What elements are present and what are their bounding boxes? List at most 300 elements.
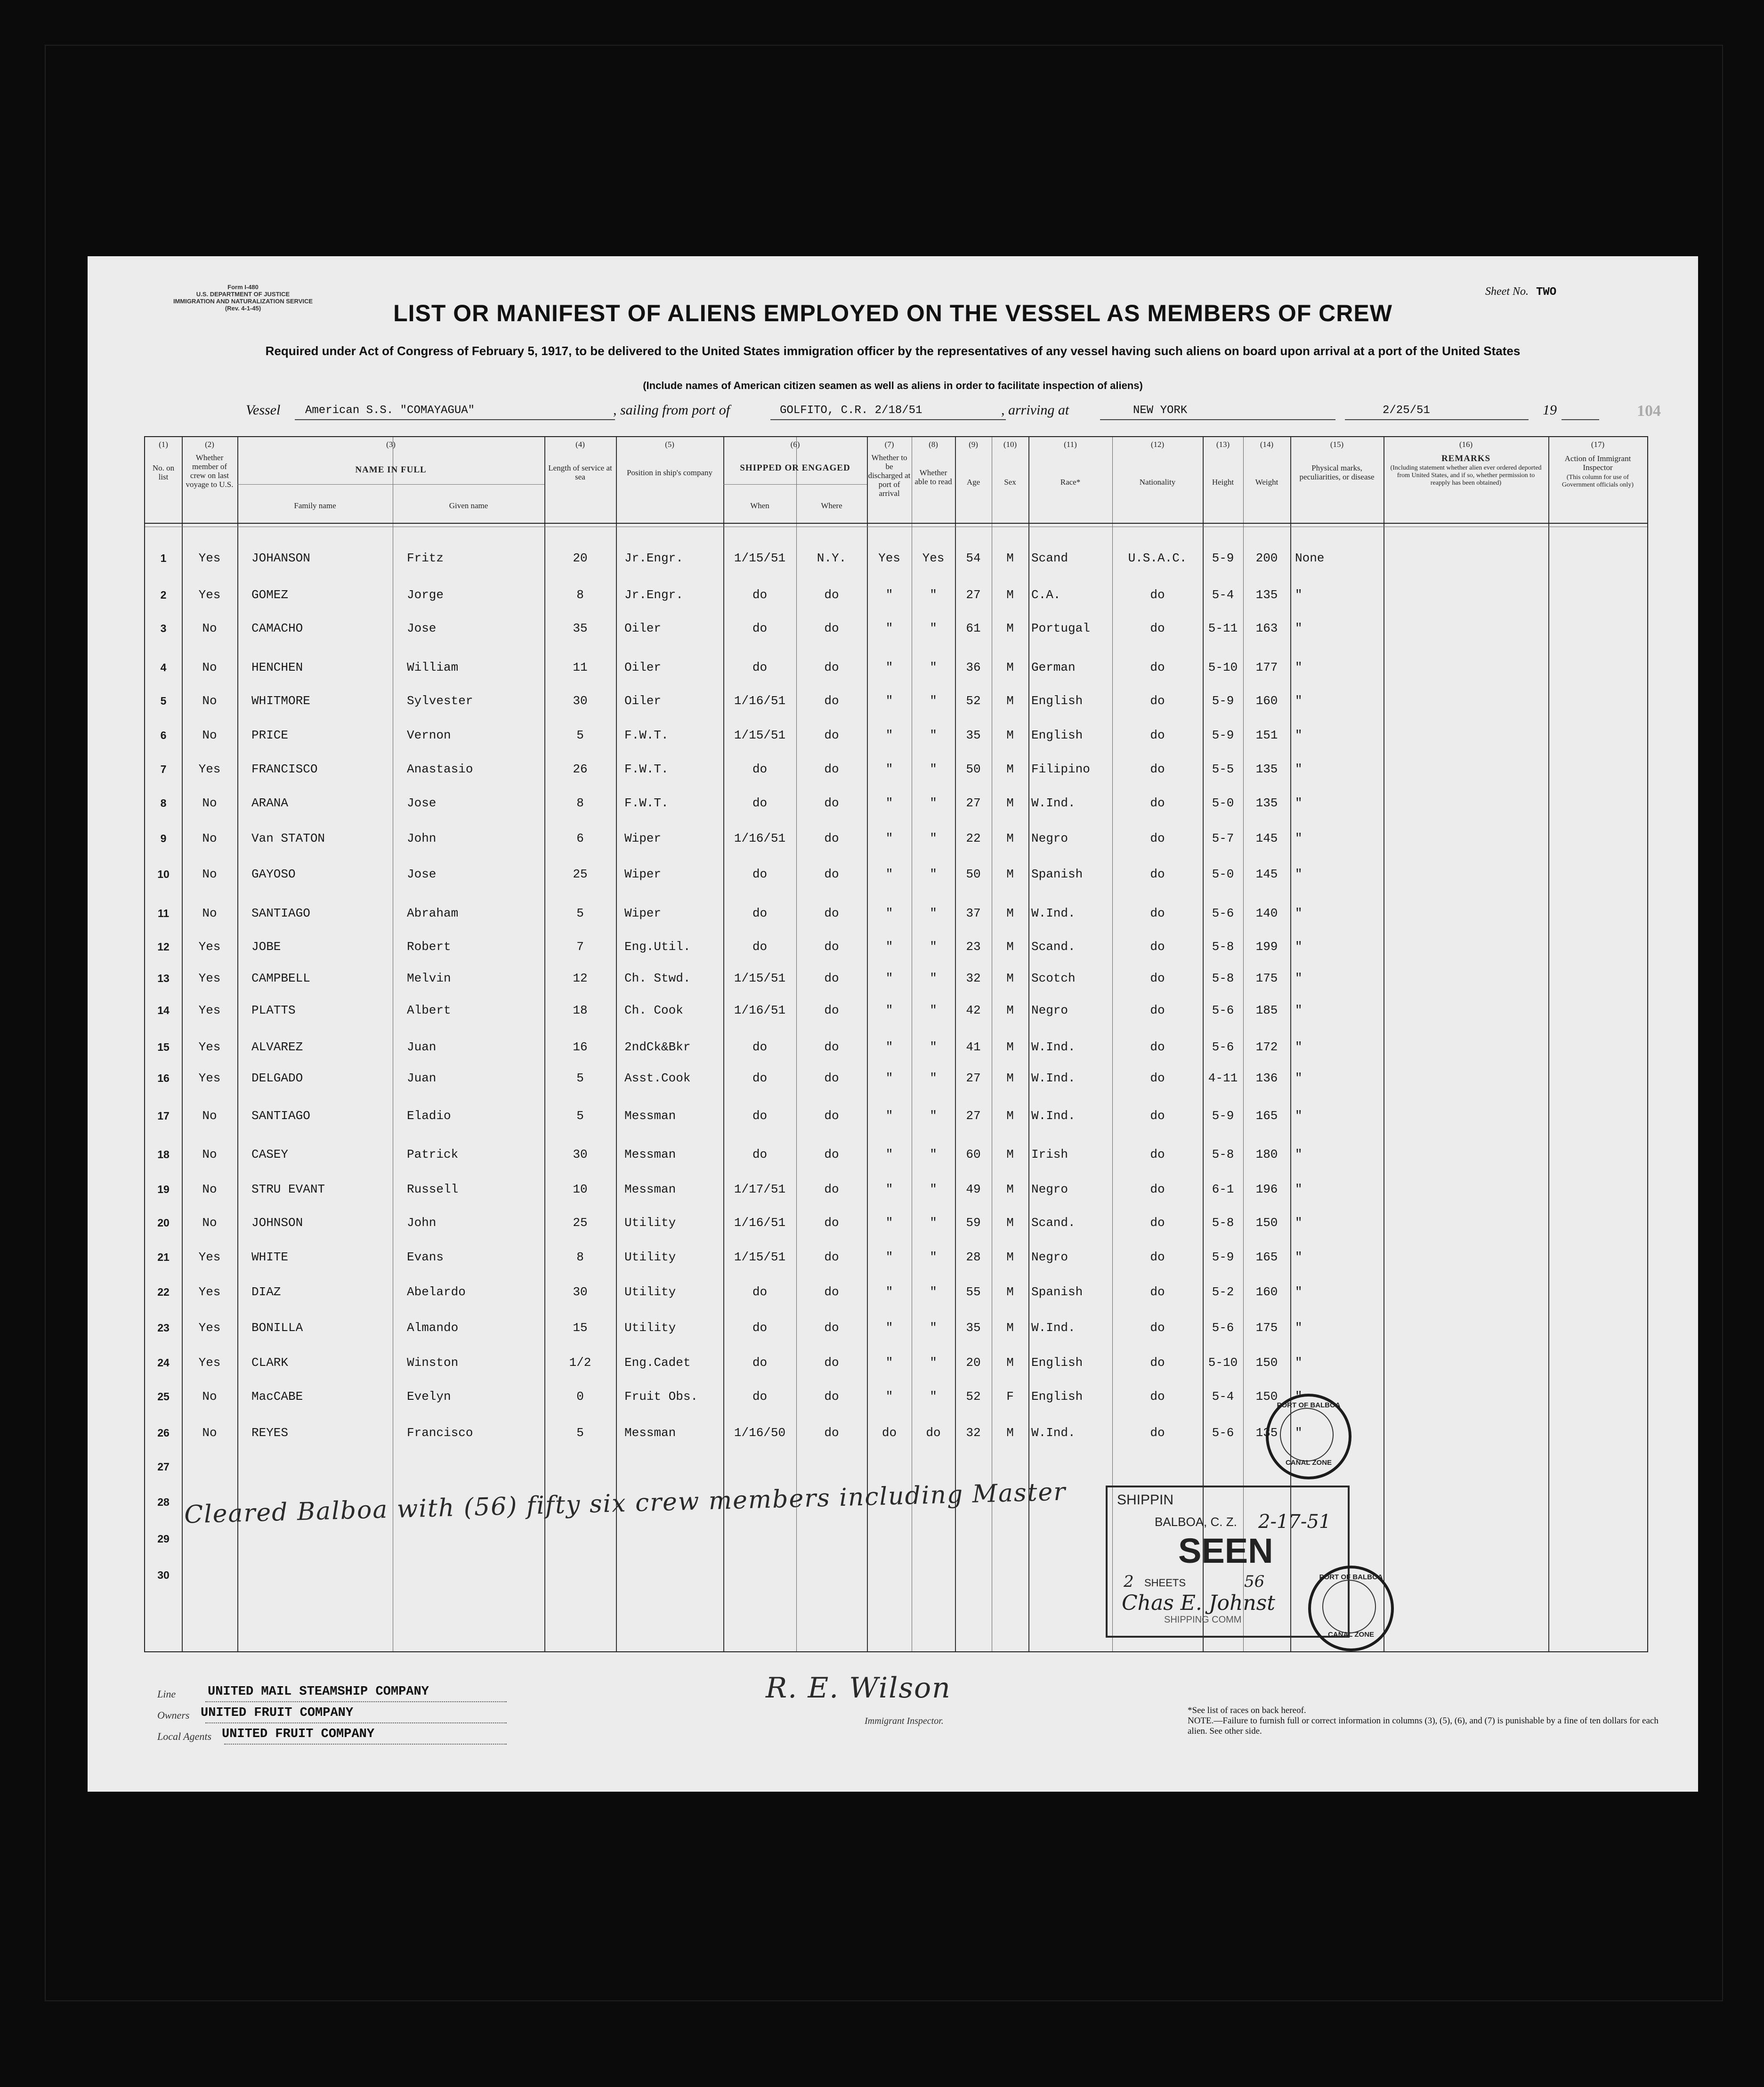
- cell-where: do: [824, 1250, 839, 1264]
- cell-nationality: do: [1150, 1285, 1165, 1299]
- table-row: [145, 867, 1647, 882]
- arriving-label: , arriving at: [1001, 402, 1069, 418]
- cell-given: Anastasio: [407, 762, 473, 776]
- table-row: [145, 1040, 1647, 1055]
- cell-nationality: do: [1150, 1426, 1165, 1440]
- cell-read: ": [930, 588, 937, 602]
- sheet-label: Sheet No.: [1485, 285, 1529, 298]
- footnote: [1188, 1705, 1659, 1737]
- cell-discharged: ": [885, 660, 893, 674]
- cell-weight: 199: [1255, 940, 1278, 954]
- cell-height: 5-10: [1208, 1356, 1238, 1370]
- cell-race: Scand.: [1031, 940, 1076, 954]
- cell-when: do: [752, 1321, 768, 1335]
- cell-position: Eng.Util.: [624, 940, 691, 954]
- cell-read: ": [930, 1250, 937, 1264]
- table-row: [145, 796, 1647, 811]
- cell-length: 5: [576, 1426, 584, 1440]
- cell-when: 1/16/51: [734, 1216, 786, 1230]
- arrival-date: 2/25/51: [1383, 404, 1430, 417]
- cell-read: ": [930, 796, 937, 810]
- page-number: 104: [1637, 402, 1661, 420]
- cell-age: 54: [966, 551, 981, 565]
- header-where: Where: [821, 501, 842, 510]
- cell-when: do: [752, 1285, 768, 1299]
- cell-race: C.A.: [1031, 588, 1061, 602]
- cell-position: Messman: [624, 1182, 676, 1196]
- cell-height: 5-9: [1212, 694, 1234, 708]
- cell-height: 5-6: [1212, 906, 1234, 920]
- cell-read: ": [930, 1109, 937, 1123]
- vessel-label: Vessel: [246, 402, 281, 418]
- cell-race: Scand: [1031, 551, 1068, 565]
- header-marks: Physical marks, peculiarities, or disease: [1299, 463, 1375, 481]
- cell-race: W.Ind.: [1031, 1426, 1076, 1440]
- cell-where: do: [824, 867, 839, 881]
- cell-read: ": [930, 867, 937, 881]
- cell-discharged: ": [885, 1321, 893, 1335]
- note-label: NOTE.: [1188, 1716, 1214, 1726]
- cell-age: 36: [966, 660, 981, 674]
- header-bottom-rule: [145, 523, 1647, 524]
- stamp-footer: SHIPPING COMM: [1164, 1615, 1242, 1625]
- cell-height: 5-0: [1212, 796, 1234, 810]
- cell-nationality: do: [1150, 1147, 1165, 1161]
- cell-nationality: do: [1150, 971, 1165, 985]
- header-when: When: [750, 501, 769, 510]
- cell-sex: M: [1006, 867, 1014, 881]
- row-number: 12: [157, 941, 170, 953]
- cell-height: 5-4: [1212, 588, 1234, 602]
- cell-age: 35: [966, 728, 981, 742]
- header-sex: Sex: [1004, 478, 1016, 487]
- cell-weight: 180: [1255, 1147, 1278, 1161]
- column-number: (14): [1260, 440, 1274, 449]
- cell-nationality: do: [1150, 588, 1165, 602]
- column-number: (11): [1064, 440, 1077, 449]
- cell-family: ALVAREZ: [251, 1040, 303, 1054]
- cell-sex: M: [1006, 796, 1014, 810]
- cell-nationality: do: [1150, 1216, 1165, 1230]
- header-weight: Weight: [1255, 478, 1278, 487]
- cell-marks: ": [1295, 940, 1303, 954]
- header-discharged: Whether to be discharged at port of arrival: [868, 453, 911, 498]
- cell-length: 25: [573, 867, 588, 881]
- stamp-sheets-label: SHEETS: [1144, 1577, 1186, 1589]
- row-number: 15: [157, 1041, 170, 1053]
- column-number: (7): [884, 440, 894, 449]
- shipped-group-rule: [723, 484, 867, 485]
- stamp-sheets-count: 2: [1124, 1572, 1134, 1591]
- crew-table: [144, 436, 1648, 1652]
- cell-member: Yes: [198, 1003, 221, 1017]
- row-number: 11: [157, 907, 170, 919]
- cell-weight: 135: [1255, 1426, 1278, 1440]
- cell-height: 5-9: [1212, 1250, 1234, 1264]
- table-row: [145, 1250, 1647, 1265]
- cell-age: 27: [966, 796, 981, 810]
- cell-nationality: do: [1150, 1109, 1165, 1123]
- cell-family: WHITE: [251, 1250, 289, 1264]
- cell-nationality: U.S.A.C.: [1128, 551, 1187, 565]
- cell-given: William: [407, 660, 459, 674]
- cell-length: 11: [573, 660, 588, 674]
- cell-member: No: [202, 796, 217, 810]
- cell-member: No: [202, 728, 217, 742]
- cell-position: Utility: [624, 1216, 676, 1230]
- cell-weight: 135: [1255, 588, 1278, 602]
- cell-read: ": [930, 728, 937, 742]
- table-row: [145, 1426, 1647, 1441]
- cell-read: ": [930, 1182, 937, 1196]
- cell-age: 28: [966, 1250, 981, 1264]
- cell-family: BONILLA: [251, 1321, 303, 1335]
- stamp-crew-count: 56: [1244, 1572, 1265, 1591]
- cell-position: Utility: [624, 1321, 676, 1335]
- cell-height: 5-8: [1212, 940, 1234, 954]
- cell-member: No: [202, 1216, 217, 1230]
- agents-label: Local Agents: [157, 1730, 212, 1742]
- cell-member: Yes: [198, 971, 221, 985]
- cell-family: CLARK: [251, 1356, 289, 1370]
- cell-family: CAMACHO: [251, 621, 303, 635]
- cell-where: do: [824, 906, 839, 920]
- cell-discharged: ": [885, 971, 893, 985]
- cell-nationality: do: [1150, 1356, 1165, 1370]
- cell-race: Negro: [1031, 1250, 1068, 1264]
- table-row: [145, 1389, 1647, 1405]
- row-number: 5: [160, 695, 167, 707]
- header-height: Height: [1212, 478, 1234, 487]
- cell-position: Wiper: [624, 831, 662, 845]
- cell-height: 5-10: [1208, 660, 1238, 674]
- cell-race: English: [1031, 1356, 1083, 1370]
- races-note: *See list of races on back hereof.: [1188, 1705, 1306, 1715]
- cell-family: REYES: [251, 1426, 289, 1440]
- cell-where: do: [824, 1285, 839, 1299]
- cell-discharged: ": [885, 621, 893, 635]
- cell-given: Evelyn: [407, 1389, 451, 1404]
- cell-age: 20: [966, 1356, 981, 1370]
- cell-when: do: [752, 762, 768, 776]
- note-text: —Failure to furnish full or correct information in columns (3), (5), (6), and (7) is punishable by a fine of ten dollars for each alien. See other side.: [1188, 1716, 1659, 1736]
- cell-discharged: ": [885, 1109, 893, 1123]
- cell-discharged: ": [885, 762, 893, 776]
- cell-nationality: do: [1150, 660, 1165, 674]
- cell-length: 8: [576, 1250, 584, 1264]
- cell-length: 15: [573, 1321, 588, 1335]
- row-number: 8: [160, 797, 167, 809]
- cell-sex: M: [1006, 1109, 1014, 1123]
- cell-length: 25: [573, 1216, 588, 1230]
- cell-height: 5-8: [1212, 1147, 1234, 1161]
- department: U.S. DEPARTMENT OF JUSTICE: [196, 291, 290, 298]
- cell-nationality: do: [1150, 867, 1165, 881]
- line-label: Line: [157, 1688, 176, 1700]
- cell-read: ": [930, 621, 937, 635]
- cell-discharged: ": [885, 1147, 893, 1161]
- cell-where: do: [824, 1389, 839, 1404]
- table-row: [145, 1109, 1647, 1124]
- vessel-line: [88, 402, 1698, 426]
- cell-position: Wiper: [624, 906, 662, 920]
- cell-discharged: ": [885, 1216, 893, 1230]
- cell-given: Fritz: [407, 551, 444, 565]
- cell-discharged: do: [882, 1426, 897, 1440]
- row-number: 4: [160, 661, 167, 674]
- cell-where: do: [824, 1216, 839, 1230]
- cell-sex: M: [1006, 940, 1014, 954]
- cell-marks: ": [1295, 1071, 1303, 1085]
- cell-position: Eng.Cadet: [624, 1356, 691, 1370]
- row-number: 29: [157, 1533, 170, 1545]
- cell-member: No: [202, 1182, 217, 1196]
- port-seal: [1308, 1566, 1394, 1651]
- cell-discharged: ": [885, 1040, 893, 1054]
- cell-given: Abelardo: [407, 1285, 466, 1299]
- cell-family: PRICE: [251, 728, 289, 742]
- cell-discharged: ": [885, 1182, 893, 1196]
- cell-height: 5-6: [1212, 1426, 1234, 1440]
- cell-where: do: [824, 728, 839, 742]
- cell-position: Utility: [624, 1250, 676, 1264]
- cell-sex: M: [1006, 762, 1014, 776]
- cell-age: 27: [966, 588, 981, 602]
- cell-when: 1/17/51: [734, 1182, 786, 1196]
- column-number: (1): [159, 440, 168, 449]
- cell-race: Irish: [1031, 1147, 1068, 1161]
- row-number: 30: [157, 1569, 170, 1581]
- cell-race: Negro: [1031, 1003, 1068, 1017]
- cell-length: 12: [573, 971, 588, 985]
- cell-discharged: ": [885, 728, 893, 742]
- cell-length: 18: [573, 1003, 588, 1017]
- cell-when: do: [752, 588, 768, 602]
- column-number: (5): [665, 440, 674, 449]
- cell-discharged: Yes: [878, 551, 900, 565]
- cell-length: 30: [573, 1285, 588, 1299]
- column-number: (8): [929, 440, 938, 449]
- cell-age: 41: [966, 1040, 981, 1054]
- cell-nationality: do: [1150, 1182, 1165, 1196]
- cell-race: W.Ind.: [1031, 1040, 1076, 1054]
- header-remarks-note: (Including statement whether alien ever ordered deported from United States, and if so, whether permission to reapply has been obtained): [1390, 464, 1542, 487]
- column-number: (16): [1459, 440, 1473, 449]
- cell-when: do: [752, 660, 768, 674]
- cell-when: do: [752, 1040, 768, 1054]
- cell-weight: 150: [1255, 1356, 1278, 1370]
- cell-weight: 150: [1255, 1216, 1278, 1230]
- cell-length: 7: [576, 940, 584, 954]
- cell-age: 27: [966, 1071, 981, 1085]
- cell-length: 16: [573, 1040, 588, 1054]
- cell-family: CASEY: [251, 1147, 289, 1161]
- cell-discharged: ": [885, 1071, 893, 1085]
- cell-member: No: [202, 1147, 217, 1161]
- row-number: 17: [157, 1110, 170, 1122]
- row-number: 23: [157, 1322, 170, 1334]
- cell-weight: 145: [1255, 867, 1278, 881]
- table-row: [145, 621, 1647, 636]
- cell-given: Vernon: [407, 728, 451, 742]
- port-seal: [1266, 1394, 1351, 1479]
- cell-length: 26: [573, 762, 588, 776]
- cell-where: do: [824, 1109, 839, 1123]
- steamship-line: UNITED MAIL STEAMSHIP COMPANY: [208, 1685, 429, 1699]
- cell-marks: None: [1295, 551, 1325, 565]
- cell-given: Evans: [407, 1250, 444, 1264]
- cell-nationality: do: [1150, 1321, 1165, 1335]
- cell-read: ": [930, 660, 937, 674]
- cell-sex: M: [1006, 1040, 1014, 1054]
- cell-height: 5-0: [1212, 867, 1234, 881]
- cell-given: Robert: [407, 940, 451, 954]
- cell-age: 42: [966, 1003, 981, 1017]
- table-row: [145, 1568, 1647, 1583]
- seal-text-top: PORT OF BALBOA: [1277, 1401, 1341, 1409]
- cell-race: Portugal: [1031, 621, 1090, 635]
- cell-when: 1/15/51: [734, 971, 786, 985]
- cell-where: do: [824, 588, 839, 602]
- cell-nationality: do: [1150, 762, 1165, 776]
- cell-member: No: [202, 621, 217, 635]
- table-row: [145, 1182, 1647, 1197]
- cell-sex: M: [1006, 660, 1014, 674]
- cell-member: No: [202, 1389, 217, 1404]
- cell-family: ARANA: [251, 796, 289, 810]
- table-row: [145, 762, 1647, 777]
- cell-marks: ": [1295, 1003, 1303, 1017]
- cell-age: 60: [966, 1147, 981, 1161]
- cell-length: 0: [576, 1389, 584, 1404]
- stamp-signature: Chas E. Johnst: [1122, 1591, 1275, 1615]
- cell-position: Jr.Engr.: [624, 588, 683, 602]
- table-row: [145, 906, 1647, 921]
- cell-weight: 175: [1255, 971, 1278, 985]
- column-number: (4): [575, 440, 585, 449]
- cell-weight: 165: [1255, 1250, 1278, 1264]
- cell-height: 6-1: [1212, 1182, 1234, 1196]
- cell-position: 2ndCk&Bkr: [624, 1040, 691, 1054]
- table-row: [145, 1216, 1647, 1231]
- cell-length: 5: [576, 906, 584, 920]
- row-number: 6: [160, 729, 167, 741]
- table-row: [145, 1356, 1647, 1371]
- cell-nationality: do: [1150, 1040, 1165, 1054]
- row-number: 3: [160, 622, 167, 634]
- cell-length: 5: [576, 1071, 584, 1085]
- cell-family: STRU EVANT: [251, 1182, 325, 1196]
- cell-age: 49: [966, 1182, 981, 1196]
- header-member: Whether member of crew on last voyage to U.S.: [186, 453, 234, 489]
- cell-height: 5-7: [1212, 831, 1234, 845]
- cell-read: ": [930, 1147, 937, 1161]
- cell-member: No: [202, 867, 217, 881]
- cell-race: W.Ind.: [1031, 796, 1076, 810]
- cell-sex: M: [1006, 551, 1014, 565]
- table-row: [145, 1147, 1647, 1162]
- sheet-number: [1485, 285, 1556, 299]
- cell-sex: M: [1006, 1216, 1014, 1230]
- row-number: 26: [157, 1427, 170, 1439]
- header-shipped-group: SHIPPED OR ENGAGED: [740, 463, 850, 473]
- cell-given: Almando: [407, 1321, 459, 1335]
- cell-sex: M: [1006, 621, 1014, 635]
- cell-member: Yes: [198, 588, 221, 602]
- column-number: (10): [1003, 440, 1017, 449]
- cell-discharged: ": [885, 940, 893, 954]
- sailing-port: GOLFITO, C.R. 2/18/51: [780, 404, 922, 417]
- cell-weight: 135: [1255, 796, 1278, 810]
- cell-when: do: [752, 796, 768, 810]
- manifest-sheet: [88, 256, 1698, 1792]
- cell-sex: M: [1006, 831, 1014, 845]
- row-number: 2: [160, 589, 167, 601]
- cell-height: 5-6: [1212, 1321, 1234, 1335]
- cell-age: 22: [966, 831, 981, 845]
- cell-position: Oiler: [624, 694, 662, 708]
- cell-discharged: ": [885, 906, 893, 920]
- cell-given: Jose: [407, 621, 437, 635]
- handwritten-note: Cleared Balboa with (56) fifty six crew members including Master: [184, 1478, 1067, 1529]
- column-number: (13): [1216, 440, 1230, 449]
- cell-length: 5: [576, 728, 584, 742]
- owners-name: UNITED FRUIT COMPANY: [201, 1706, 354, 1720]
- cell-where: do: [824, 621, 839, 635]
- cell-member: Yes: [198, 1321, 221, 1335]
- column-number: (6): [790, 440, 800, 449]
- row-number: 28: [157, 1496, 170, 1508]
- cell-sex: M: [1006, 1426, 1014, 1440]
- cell-position: Ch. Cook: [624, 1003, 683, 1017]
- cell-sex: M: [1006, 1250, 1014, 1264]
- cell-race: Negro: [1031, 831, 1068, 845]
- cell-height: 5-8: [1212, 1216, 1234, 1230]
- cell-member: No: [202, 694, 217, 708]
- cell-family: Van STATON: [251, 831, 325, 845]
- column-number: (15): [1330, 440, 1344, 449]
- cell-read: ": [930, 1216, 937, 1230]
- row-number: 24: [157, 1356, 170, 1369]
- cell-where: do: [824, 660, 839, 674]
- sailing-label: , sailing from port of: [613, 402, 730, 418]
- cell-age: 59: [966, 1216, 981, 1230]
- cell-when: do: [752, 867, 768, 881]
- cell-sex: M: [1006, 1071, 1014, 1085]
- table-row: [145, 1003, 1647, 1018]
- cell-weight: 136: [1255, 1071, 1278, 1085]
- cell-discharged: ": [885, 1356, 893, 1370]
- cell-when: 1/15/51: [734, 551, 786, 565]
- cell-when: do: [752, 621, 768, 635]
- column-number: (2): [205, 440, 214, 449]
- cell-family: SANTIAGO: [251, 906, 310, 920]
- row-number: 25: [157, 1390, 170, 1403]
- table-row: [145, 1321, 1647, 1336]
- page-title: LIST OR MANIFEST OF ALIENS EMPLOYED ON THE VESSEL AS MEMBERS OF CREW: [393, 300, 1392, 326]
- cell-member: Yes: [198, 1071, 221, 1085]
- cell-race: English: [1031, 1389, 1083, 1404]
- cell-weight: 196: [1255, 1182, 1278, 1196]
- cell-sex: M: [1006, 1321, 1014, 1335]
- cell-given: Albert: [407, 1003, 451, 1017]
- cell-read: do: [926, 1426, 941, 1440]
- cell-family: DELGADO: [251, 1071, 303, 1085]
- cell-sex: M: [1006, 906, 1014, 920]
- cell-family: CAMPBELL: [251, 971, 310, 985]
- cell-when: do: [752, 1071, 768, 1085]
- cell-member: No: [202, 660, 217, 674]
